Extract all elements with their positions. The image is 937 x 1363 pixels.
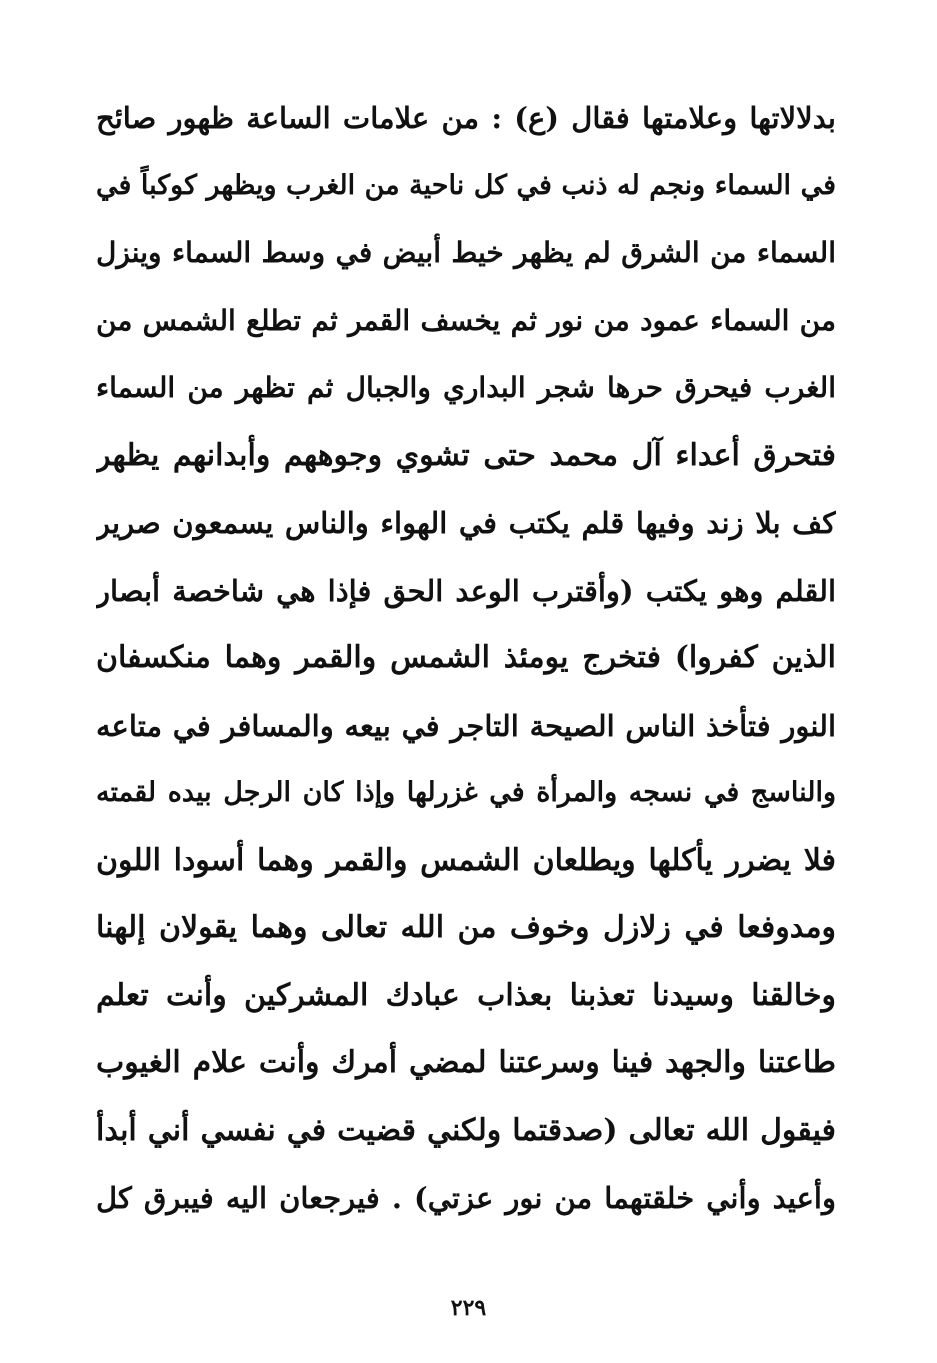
text-line: فيقول الله تعالى (صدقتما ولكني قضيت في نفسي أني أبدأ [96,1112,836,1148]
text-line: وأعيد وأني خلقتهما من نور عزتي) . فيرجعان اليه فيبرق كل [96,1181,836,1215]
page-number: ٢٢٩ [450,1295,487,1321]
text-line: الغرب فيحرق حرها شجر البداري والجبال ثم تظهر من السماء [96,371,836,404]
text-line: وخالقنا وسيدنا تعذبنا بعذاب عبادك المشركين وأنت تعلم [96,977,836,1013]
text-line: من السماء عمود من نور ثم يخسف القمر ثم تطلع الشمس من [96,303,836,337]
body-text [96,88,836,1236]
text-line: السماء من الشرق لم يظهر خيط أبيض في وسط السماء وينزل [96,236,836,269]
text-line: كف بلا زند وفيها قلم يكتب في الهواء والناس يسمعون صرير [96,506,836,540]
text-line: ومدوفعا في زلازل وخوف من الله تعالى وهما يقولان إلهنا [96,910,836,945]
text-line: فتحرق أعداء آل محمد حتى تشوي وجوههم وأبدانهم يظهر [96,437,836,473]
text-line: فلا يضرر يأكلها ويطلعان الشمس والقمر وهما أسودا اللون [96,842,836,878]
text-line: والناسج في نسجه والمرأة في غزرلها وإذا كان الرجل بيده لقمته [96,777,836,808]
text-line: القلم وهو يكتب (وأقترب الوعد الحق فإذا هي شاخصة أبصار [96,573,836,608]
text-line: الذين كفروا) فتخرج يومئذ الشمس والقمر وهما منكسفان [96,640,836,675]
text-line: في السماء ونجم له ذنب في كل ناحية من الغرب ويظهر كوكباً في [96,169,836,201]
text-line: النور فتأخذ الناس الصيحة التاجر في بيعه والمسافر في متاعه [96,708,836,743]
text-line: طاعتنا والجهد فينا وسرعتنا لمضي أمرك وأنت علام الغيوب [96,1045,836,1080]
text-line: بدلالاتها وعلامتها فقال (ع) : من علامات الساعة ظهور صائح [96,101,836,135]
